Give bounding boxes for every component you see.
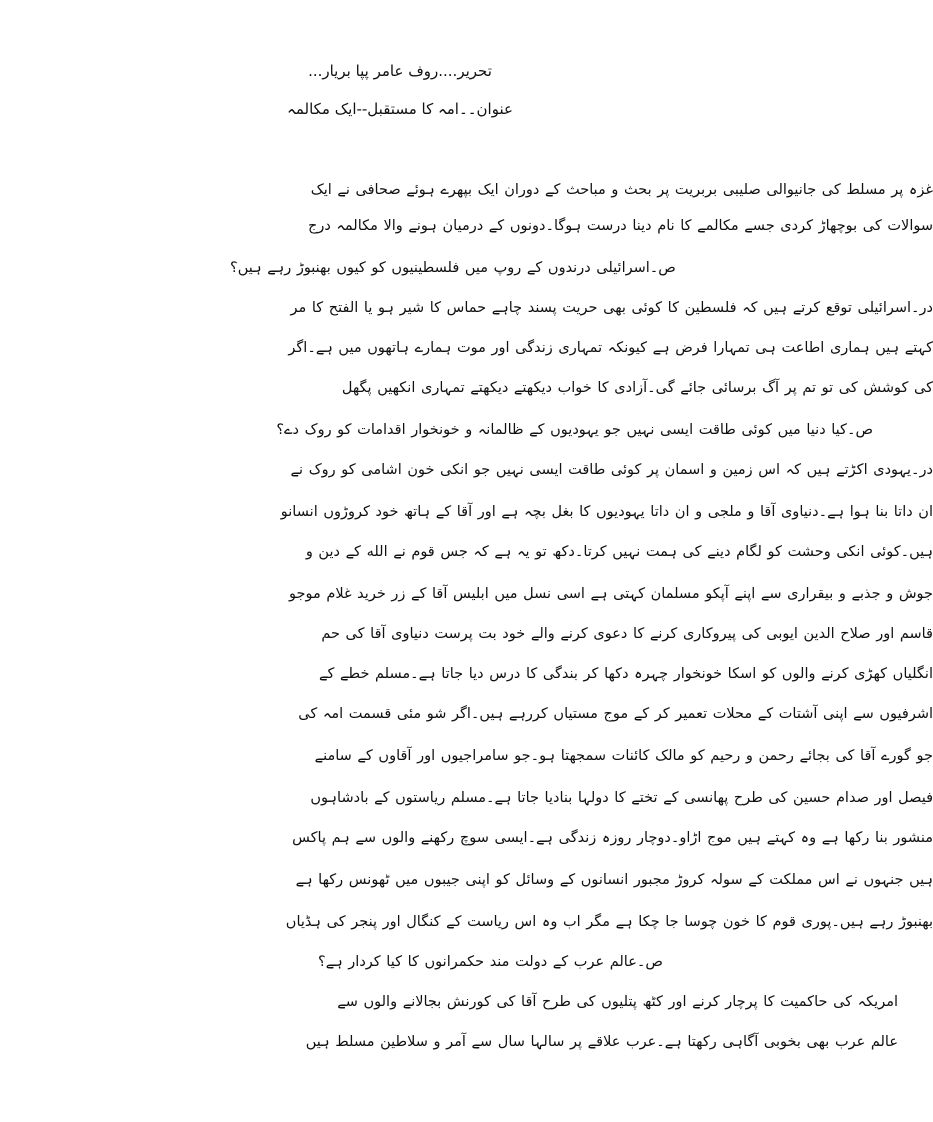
author-line: تحریر....روف عامر پپا بریار... xyxy=(308,62,492,80)
text-line: سوالات کی بوچھاڑ کردی جسے مکالمے کا نام دینا درست ہوگا۔دونوں کے درمیان ہونے والا مکالمہ درج xyxy=(307,218,933,234)
text-line: ص۔عالم عرب کے دولت مند حکمرانوں کا کیا کردار ہے؟ xyxy=(318,954,663,970)
text-line: ص۔کیا دنیا میں کوئی طاقت ایسی نہیں جو یہودیوں کے ظالمانہ و خونخوار اقدامات کو روک دے؟ xyxy=(276,422,873,438)
text-line: امریکہ کی حاکمیت کا پرچار کرنے اور کٹھ پتلیوں کی طرح آقا کی کورنش بجالانے والوں سے xyxy=(337,994,898,1010)
text-line: منشور بنا رکھا ہے وہ کہتے ہیں موج اڑاو۔دوچار روزہ زندگی ہے۔ایسی سوچ رکھنے والوں سے ہم پاکس xyxy=(292,830,933,846)
text-line: فیصل اور صدام حسین کی طرح پھانسی کے تختے کا دولہا بنادیا جاتا ہے۔مسلم ریاستوں کے بادشاہوں xyxy=(310,790,933,806)
text-line: بھنبوڑ رہے ہیں۔پوری قوم کا خون چوسا جا چکا ہے مگر اب وہ اس ریاست کے کنگال اور پنجر کی ہڈیاں xyxy=(285,914,933,930)
title-line: عنوان۔۔امہ کا مستقبل--ایک مکالمہ xyxy=(287,100,513,118)
text-line: ص۔اسرائیلی درندوں کے روپ میں فلسطینیوں کو کیوں بھنبوڑ رہے ہیں؟ xyxy=(230,260,676,276)
text-line: انگلیاں کھڑی کرنے والوں کو اسکا خونخوار چہرہ دکھا کر بندگی کا درس دیا جاتا ہے۔مسلم خطے کے xyxy=(319,666,933,682)
text-line: عالم عرب بھی بخوبی آگاہی رکھتا ہے۔عرب علاقے پر سالہا سال سے آمر و سلاطین مسلط ہیں xyxy=(305,1034,898,1050)
text-line: ہیں۔کوئی انکی وحشت کو لگام دینے کی ہمت نہیں کرتا۔دکھ تو یہ ہے کہ جس قوم نے الله کے دین و xyxy=(305,544,933,560)
text-line: ہیں جنہوں نے اس مملکت کے سولہ کروڑ مجبور انسانوں کے وسائل کو اپنی جیبوں میں ٹھونس رکھا ہے xyxy=(295,872,933,888)
text-line: در۔اسرائیلی توقع کرتے ہیں کہ فلسطین کا کوئی بھی حریت پسند چاہے حماس کا شیر ہو یا الفتح کا مر xyxy=(290,300,933,316)
text-line: اشرفیوں سے اپنی آشتات کے محلات تعمیر کر کے موج مستیاں کررہے ہیں۔اگر شو مئی قسمت امہ کی xyxy=(298,706,933,722)
text-line: قاسم اور صلاح الدین ایوبی کی پیروکاری کرنے کا دعوی کرنے والے خود بت پرست دنیاوی آقا کی حم xyxy=(321,626,933,642)
text-line: غزہ پر مسلط کی جانیوالی صلیبی بربریت پر بحث و مباحث کے دوران ایک بپھرے ہوئے صحافی نے ایک xyxy=(310,182,933,198)
text-line: جو گورے آقا کی بجائے رحمن و رحیم کو مالک کائنات سمجھتا ہو۔جو سامراجیوں اور آقاوں کے سامنے xyxy=(314,748,933,764)
text-line: جوش و جذبے و بیقراری سے اپنے آپکو مسلمان کہتی ہے اسی نسل میں ابلیس آقا کے زر خرید غلام موجو xyxy=(289,586,933,602)
text-line: در۔یہودی اکڑتے ہیں کہ اس زمین و اسمان پر کوئی طاقت ایسی نہیں جو انکی خون اشامی کو روک نے xyxy=(290,462,933,478)
text-line: کی کوشش کی تو تم پر آگ برسائی جائے گی۔آزادی کا خواب دیکھتے دیکھتے تمہاری انکھیں پگھل xyxy=(341,380,933,396)
text-line: کہتے ہیں ہماری اطاعت ہی تمہارا فرض ہے کیونکہ تمہاری زندگی اور موت ہمارے ہاتھوں میں ہے۔اگر xyxy=(288,340,933,356)
text-line: ان داتا بنا ہوا ہے۔دنیاوی آقا و ملجی و ان داتا یہودیوں کا بغل بچہ ہے اور آقا کے ہاتھ خود کروڑوں انسانو xyxy=(280,504,933,520)
